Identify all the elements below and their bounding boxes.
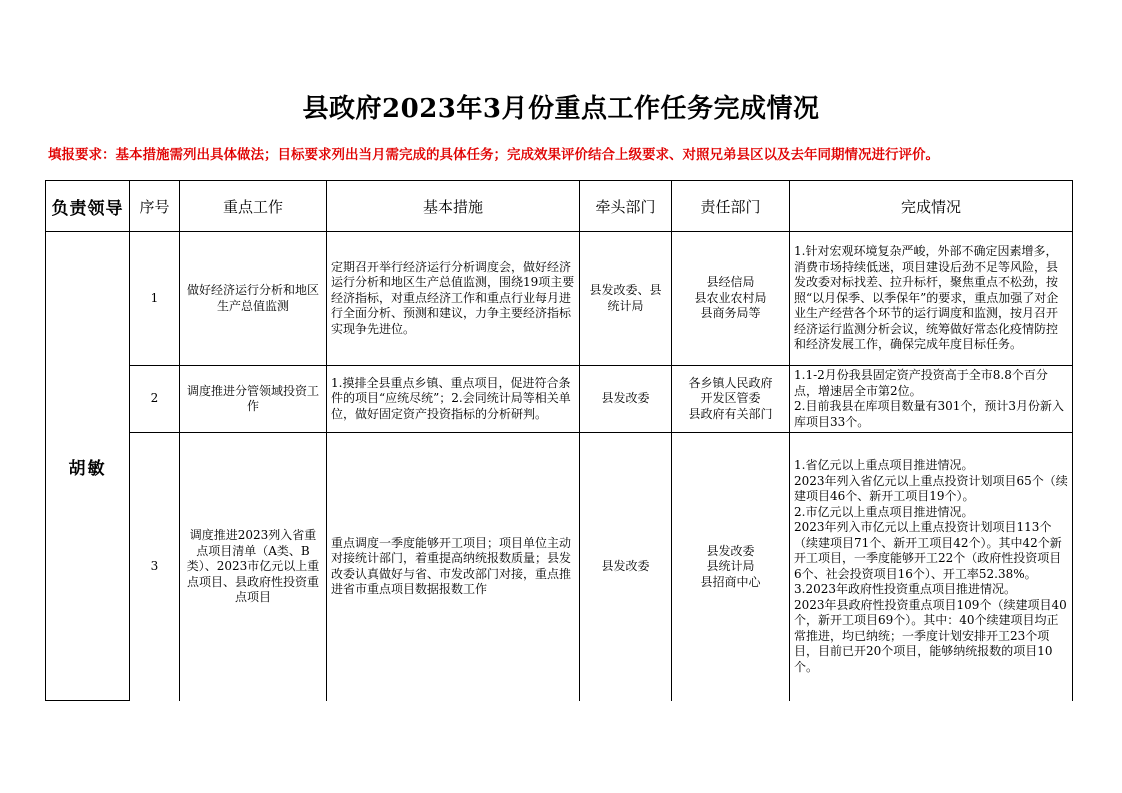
status-line: 3.2023年政府性投资重点项目推进情况。 — [794, 582, 1016, 597]
filling-requirement: 填报要求：基本措施需列出具体做法；目标要求列出当月需完成的具体任务；完成效果评价结合上级要求、对照兄弟县区以及去年同期情况进行评价。 — [48, 147, 939, 163]
row-no: 3 — [130, 433, 180, 701]
header-leader: 负责领导 — [46, 181, 130, 232]
status-line: 1.省亿元以上重点项目推进情况。 — [794, 458, 974, 473]
header-measures: 基本措施 — [327, 181, 580, 232]
row-status — [790, 433, 1073, 701]
task-table — [45, 180, 1073, 701]
row-measures: 1.摸排全县重点乡镇、重点项目，促进符合条件的项目“应统尽统”；2.会同统计局等相关单位，做好固定资产投资指标的分析研判。 — [327, 366, 580, 433]
row-no: 2 — [130, 366, 180, 433]
row-status: 1.针对宏观环境复杂严峻，外部不确定因素增多，消费市场持续低迷，项目建设后劲不足等风险，县发改委对标找差、拉升标杆，聚焦重点不松劲，按照“以月保季、以季保年”的要求，重点加强了对企业生产经营各个环节的运行调度和监测，按月召开经济运行监测分析会议，统筹做好常态化疫情防控和经济发展工作，确保完成年度目标任务。 — [790, 232, 1073, 366]
status-line: 2023年县政府性投资重点项目109个（续建项目40个，新开工项目69个）。其中：40个续建项目均正常推进，均已纳统；一季度计划安排开工23个项目，目前已开20个项目，能够纳统报数的项目10个。 — [794, 597, 1067, 674]
row-measures: 定期召开举行经济运行分析调度会，做好经济运行分析和地区生产总值监测，围绕19项主要经济指标，对重点经济工作和重点行业每月进行全面分析、预测和建议，力争主要经济指标实现争先进位。 — [327, 232, 580, 366]
header-resp-dept: 责任部门 — [672, 181, 790, 232]
resp-dept-line: 县招商中心 — [700, 574, 761, 589]
row-lead-dept: 县发改委 — [580, 366, 672, 433]
row-resp-dept — [672, 433, 790, 701]
status-line: 2023年列入省亿元以上重点投资计划项目65个（续建项目46个、新开工项目19个）。 — [794, 473, 1068, 504]
row-resp-dept — [672, 366, 790, 433]
leader-name: 胡敏 — [46, 232, 130, 701]
resp-dept-line: 县农业农村局 — [694, 290, 767, 305]
row-task: 调度推进2023列入省重点项目清单（A类、B类）、2023市亿元以上重点项目、县政府性投资重点项目 — [180, 433, 327, 701]
row-lead-dept: 县发改委 — [580, 433, 672, 701]
row-measures: 重点调度一季度能够开工项目；项目单位主动对接统计部门，着重提高纳统报数质量；县发改委认真做好与省、市发改部门对接，重点推进省市重点项目数据报数工作 — [327, 433, 580, 701]
status-line: 2.目前我县在库项目数量有301个，预计3月份新入库项目33个。 — [794, 399, 1064, 429]
table-row — [46, 366, 1073, 433]
resp-dept-line: 县统计局 — [706, 559, 755, 573]
status-line: 1.1-2月份我县固定资产投资高于全市8.8个百分点，增速居全市第2位。 — [794, 368, 1048, 398]
row-task: 做好经济运行分析和地区生产总值监测 — [180, 232, 327, 366]
resp-dept-line: 县商务局等 — [700, 306, 761, 321]
header-no: 序号 — [130, 181, 180, 232]
table-row — [46, 433, 1073, 701]
status-line: 2023年列入市亿元以上重点投资计划项目113个（续建项目71个、新开工项目42个）。其中42个新开工项目，一季度能够开工22个（政府性投资项目6个、社会投资项目16个）、开工率52.38%。 — [794, 520, 1062, 581]
table-header-row — [46, 181, 1073, 232]
resp-dept-line: 县经信局 — [706, 275, 755, 290]
row-no: 1 — [130, 232, 180, 366]
row-resp-dept — [672, 232, 790, 366]
row-lead-dept: 县发改委、县统计局 — [580, 232, 672, 366]
page-title: 县政府2023年3月份重点工作任务完成情况 — [302, 94, 820, 124]
resp-dept-line: 各乡镇人民政府 — [688, 375, 773, 390]
header-task: 重点工作 — [180, 181, 327, 232]
resp-dept-line: 开发区管委 — [700, 391, 761, 406]
header-status: 完成情况 — [790, 181, 1073, 232]
header-lead-dept: 牵头部门 — [580, 181, 672, 232]
resp-dept-line: 县政府有关部门 — [688, 406, 773, 421]
row-task: 调度推进分管领域投资工作 — [180, 366, 327, 433]
row-status — [790, 366, 1073, 433]
resp-dept-line: 县发改委 — [706, 543, 755, 558]
status-line: 2.市亿元以上重点项目推进情况。 — [794, 504, 974, 519]
table-row — [46, 232, 1073, 366]
